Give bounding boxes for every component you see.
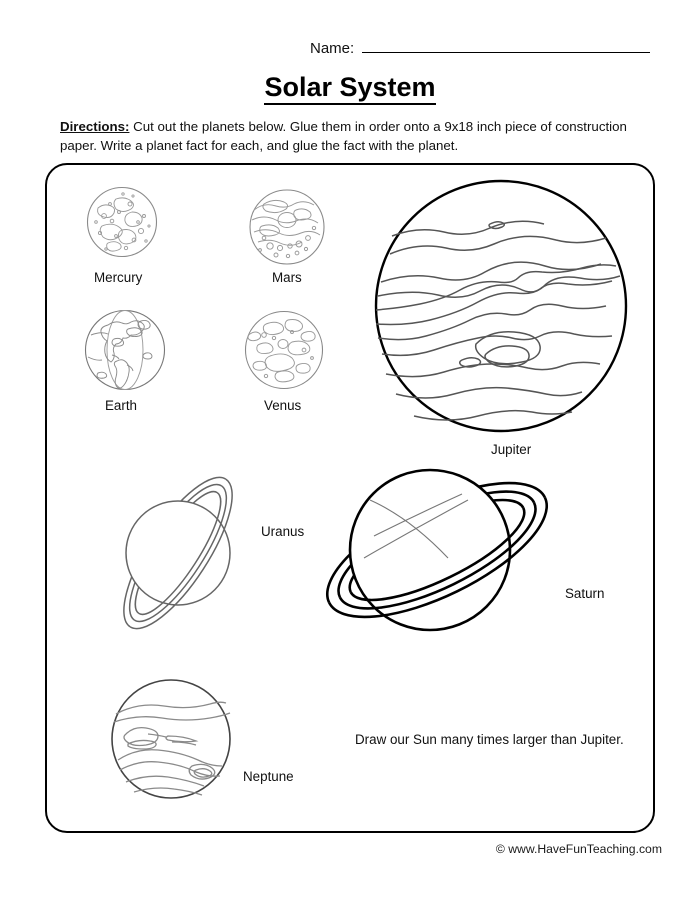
planet-venus-illustration[interactable] [244, 310, 324, 390]
directions-label: Directions: [60, 119, 130, 134]
planet-label-mercury: Mercury [94, 270, 143, 285]
name-write-in-line[interactable] [362, 51, 650, 53]
planet-label-neptune: Neptune [243, 769, 294, 784]
directions-text: Cut out the planets below. Glue them in order onto a 9x18 inch piece of construction paper. Write a planet fact for each, and glue the fact with the planet. [60, 119, 627, 153]
planet-earth-illustration[interactable] [84, 309, 166, 391]
planet-neptune-illustration[interactable] [110, 678, 232, 800]
name-label: Name: [310, 40, 355, 57]
planet-mercury-illustration[interactable] [86, 186, 158, 258]
page-title-text: Solar System [264, 72, 435, 105]
copyright-notice: © www.HaveFunTeaching.com [495, 842, 662, 856]
directions-block [60, 118, 645, 156]
planet-label-mars: Mars [272, 270, 302, 285]
planet-label-uranus: Uranus [261, 524, 305, 539]
planet-mars-illustration[interactable] [248, 188, 326, 266]
planet-label-venus: Venus [264, 398, 302, 413]
planet-label-saturn: Saturn [565, 586, 605, 601]
name-field-row [310, 40, 650, 57]
sun-drawing-note: Draw our Sun many times larger than Jupiter. [355, 732, 624, 747]
planet-label-earth: Earth [105, 398, 138, 413]
planet-saturn-illustration[interactable] [312, 438, 562, 668]
planet-uranus-illustration[interactable] [88, 458, 268, 648]
planet-jupiter-illustration[interactable] [372, 178, 630, 438]
page-title [0, 72, 700, 103]
planet-label-jupiter: Jupiter [491, 442, 532, 457]
